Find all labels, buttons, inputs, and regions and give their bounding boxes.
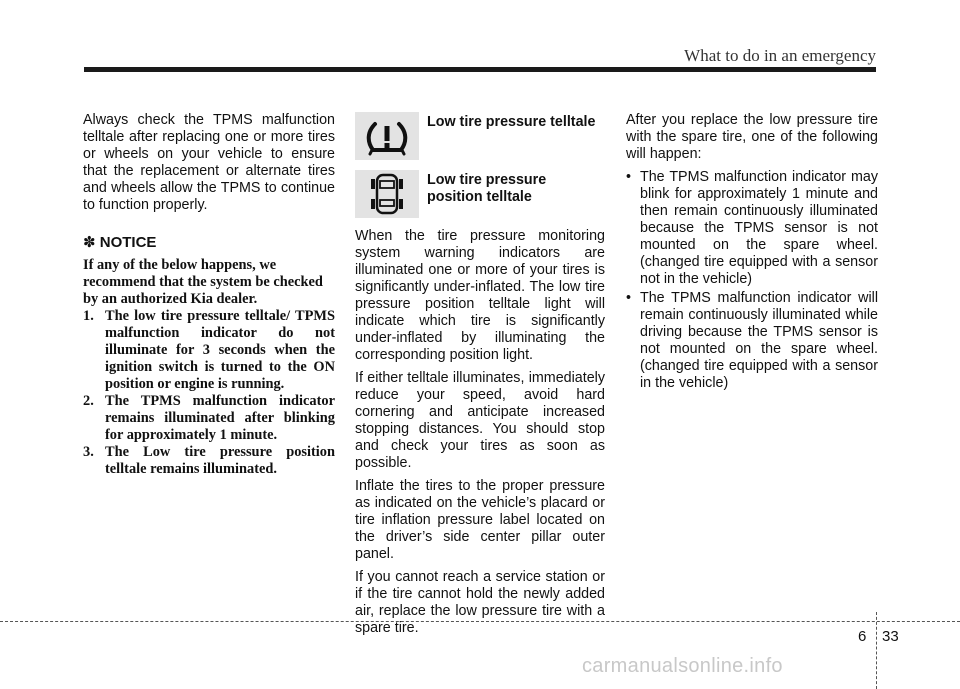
telltale-row-position (355, 170, 605, 222)
body-paragraph: If either telltale illuminates, immediately reduce your speed, avoid hard cornering and anticipate increased stopping distances. You should stop and check your tires as soon as possible. (355, 370, 605, 471)
notice-item: 2. The TPMS malfunction indicator remains illuminated after blinking for approximately 1 minute. (83, 393, 335, 443)
body-paragraph: When the tire pressure monitoring system warning indicators are illuminated one or more of your tires is significantly under-inflated. The low tire pressure position telltale light will indicate which tire is significantly under-inflated by illuminating the corresponding position light. (355, 228, 605, 363)
telltale-label-position: Low tire pressure position telltale (427, 172, 547, 205)
car-top-view-icon (355, 170, 419, 218)
watermark[interactable]: carmanualsonline.info (582, 655, 783, 677)
notice-intro: If any of the below happens, we recommend that the system be checked by an authorized Kia dealer. (83, 257, 323, 307)
bullet-list (626, 169, 878, 392)
bullet-glyph: • (626, 290, 632, 306)
body-paragraph: Inflate the tires to the proper pressure as indicated on the vehicle’s placard or tire inflation pressure label located on the driver’s side center pillar outer panel. (355, 478, 605, 562)
footer-rule (0, 621, 960, 622)
bullet-item: • The TPMS malfunction indicator will remain continuously illuminated while driving because the TPMS sensor is not mounted on the spare wheel. (changed tire equipped with a sensor in the vehicle) (626, 290, 878, 391)
intro-paragraph: Always check the TPMS malfunction telltale after replacing one or more tires or wheels on your vehicle to ensure that the replacement or alternate tires and wheels allow the TPMS to continue to function properly. (83, 112, 335, 213)
intro-paragraph: After you replace the low pressure tire with the spare tire, one of the following will happen: (626, 112, 878, 162)
bullet-glyph: • (626, 169, 632, 185)
telltale-row-low-pressure (355, 112, 605, 164)
body-paragraph: If you cannot reach a service station or if the tire cannot hold the newly added air, replace the low pressure tire with a spare tire. (355, 569, 605, 636)
chapter-number: 6 (858, 628, 867, 645)
section-title: What to do in an emergency (684, 46, 876, 65)
header-rule (84, 67, 876, 72)
page-number: 33 (882, 628, 899, 645)
tire-pressure-warning-icon (355, 112, 419, 160)
column-2 (355, 112, 605, 643)
column-3 (626, 112, 878, 394)
bullet-item: • The TPMS malfunction indicator may blink for approximately 1 minute and then remain continuously illuminated because the TPMS sensor is not mounted on the spare wheel. (changed tire equipped with a sensor not in the vehicle) (626, 169, 878, 287)
notice-heading: ✽ NOTICE (83, 234, 157, 251)
notice-item: 3. The Low tire pressure position telltale remains illuminated. (83, 444, 335, 477)
footer-divider (876, 612, 877, 689)
notice-list (83, 308, 335, 478)
notice-item: 1. The low tire pressure telltale/ TPMS malfunction indicator do not illuminate for 3 seconds when the ignition switch is turned to the ON position or engine is running. (83, 308, 335, 392)
telltale-label-low-pressure: Low tire pressure telltale (427, 114, 596, 130)
column-1 (83, 112, 335, 478)
